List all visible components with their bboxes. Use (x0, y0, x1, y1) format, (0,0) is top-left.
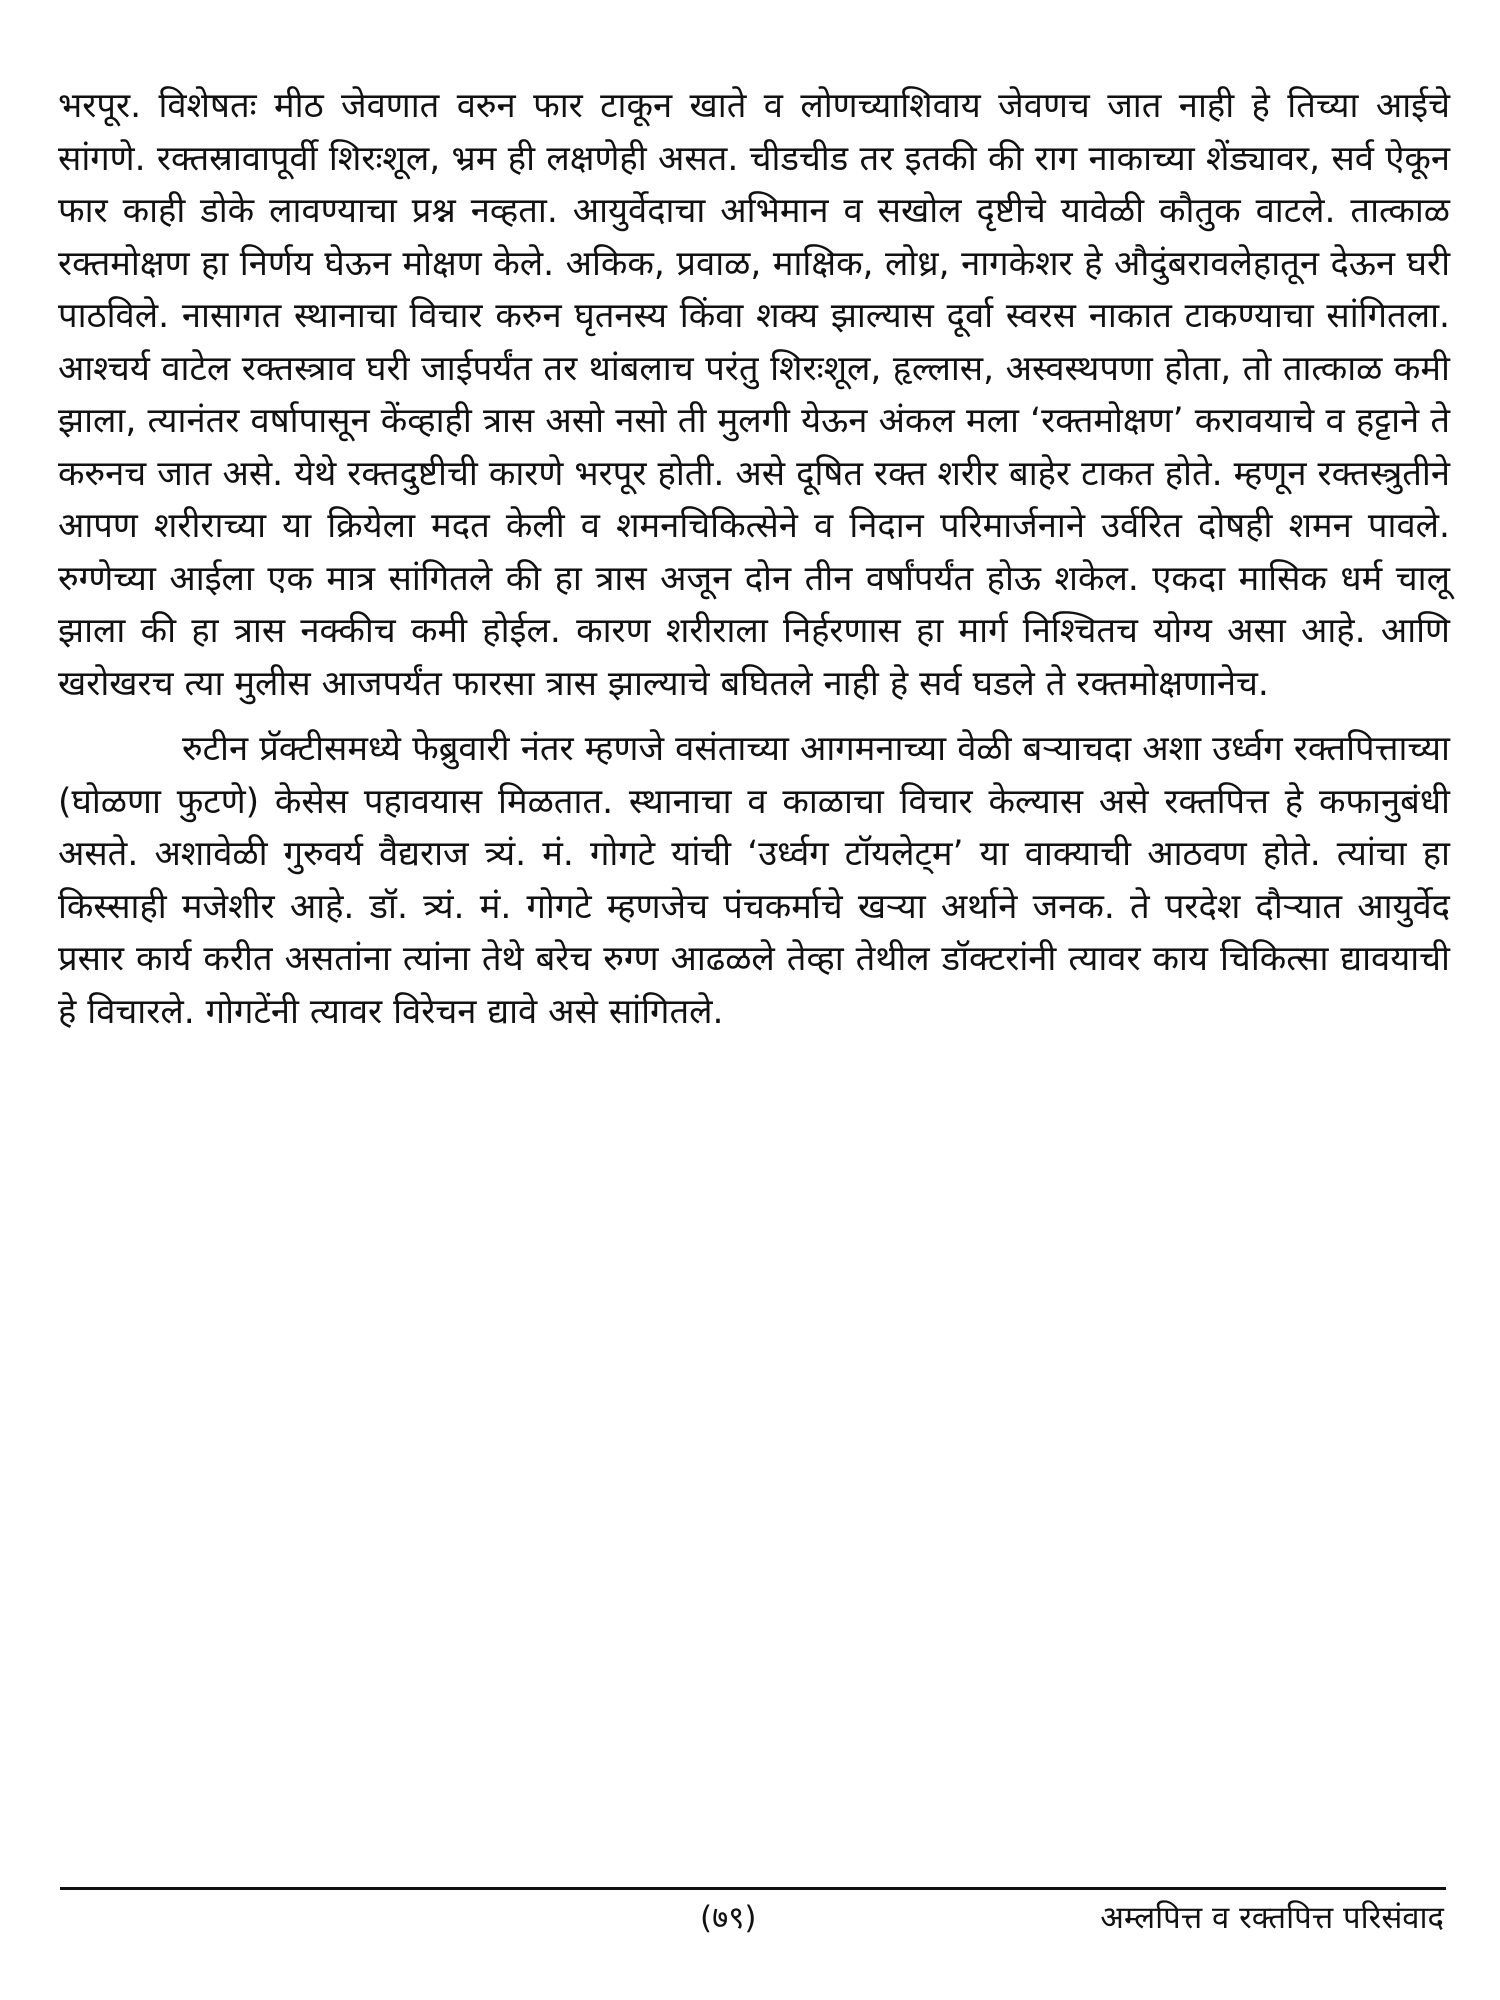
running-title: अम्लपित्त व रक्तपित्त परिसंवाद (1100, 1900, 1444, 1936)
paragraph-2: रुटीन प्रॅक्टीसमध्ये फेब्रुवारी नंतर म्हणजे वसंताच्या आगमनाच्या वेळी बऱ्याचदा अशा उर्ध्वग रक्तपित्ताच्या (घोळणा फुटणे) केसेस पहावयास मिळतात. स्थानाचा व काळाचा विचार केल्यास असे रक्तपित्त हे कफानुबंधी असते. अशावेळी गुरुवर्य वैद्यराज त्र्यं. मं. गोगटे यांची ‘उर्ध्वग टॉयलेट्म’ या वाक्याची आठवण होते. त्यांचा हा किस्साही मजेशीर आहे. डॉ. त्र्यं. मं. गोगटे म्हणजेच पंचकर्माचे खऱ्या अर्थाने जनक. ते परदेश दौऱ्यात आयुर्वेद प्रसार कार्य करीत असतांना त्यांना तेथे बरेच रुग्ण आढळले तेव्हा तेथील डॉक्टरांनी त्यावर काय चिकित्सा द्यावयाची हे विचारले. गोगटेंनी त्यावर विरेचन द्यावे असे सांगितले. (58, 729, 1450, 1032)
footer-divider (60, 1887, 1446, 1890)
page-body (58, 80, 1450, 1038)
page-number: (७९) (700, 1900, 757, 1936)
paragraph-1: भरपूर. विशेषतः मीठ जेवणात वरुन फार टाकून खाते व लोणच्याशिवाय जेवणच जात नाही हे तिच्या आईचे सांगणे. रक्तस्रावापूर्वी शिरःशूल, भ्रम ही लक्षणेही असत. चीडचीड तर इतकी की राग नाकाच्या शेंड्यावर, सर्व ऐकून फार काही डोके लावण्याचा प्रश्न नव्हता. आयुर्वेदाचा अभिमान व सखोल दृष्टीचे यावेळी कौतुक वाटले. तात्काळ रक्तमोक्षण हा निर्णय घेऊन मोक्षण केले. अकिक, प्रवाळ, माक्षिक, लोध्र, नागकेशर हे औदुंबरावलेहातून देऊन घरी पाठविले. नासागत स्थानाचा विचार करुन घृतनस्य किंवा शक्य झाल्यास दूर्वा स्वरस नाकात टाकण्याचा सांगितला. आश्चर्य वाटेल रक्तस्त्राव घरी जाईपर्यंत तर थांबलाच परंतु शिरःशूल, हृल्लास, अस्वस्थपणा होता, तो तात्काळ कमी झाला, त्यानंतर वर्षापासून केंव्हाही त्रास असो नसो ती मुलगी येऊन अंकल मला ‘रक्तमोक्षण’ करावयाचे व हट्टाने ते करुनच जात असे. येथे रक्तदुष्टीची कारणे भरपूर होती. असे दूषित रक्त शरीर बाहेर टाकत होते. म्हणून रक्तस्त्रुतीने आपण शरीराच्या या क्रियेला मदत केली व शमनचिकित्सेने व निदान परिमार्जनाने उर्वरित दोषही शमन पावले. रुग्णेच्या आईला एक मात्र सांगितले की हा त्रास अजून दोन तीन वर्षांपर्यंत होऊ शकेल. एकदा मासिक धर्म चालू झाला की हा त्रास नक्कीच कमी होईल. कारण शरीराला निर्हरणास हा मार्ग निश्चितच योग्य असा आहे. आणि खरोखरच त्या मुलीस आजपर्यंत फारसा त्रास झाल्याचे बघितले नाही हे सर्व घडले ते रक्तमोक्षणानेच. (58, 86, 1450, 704)
